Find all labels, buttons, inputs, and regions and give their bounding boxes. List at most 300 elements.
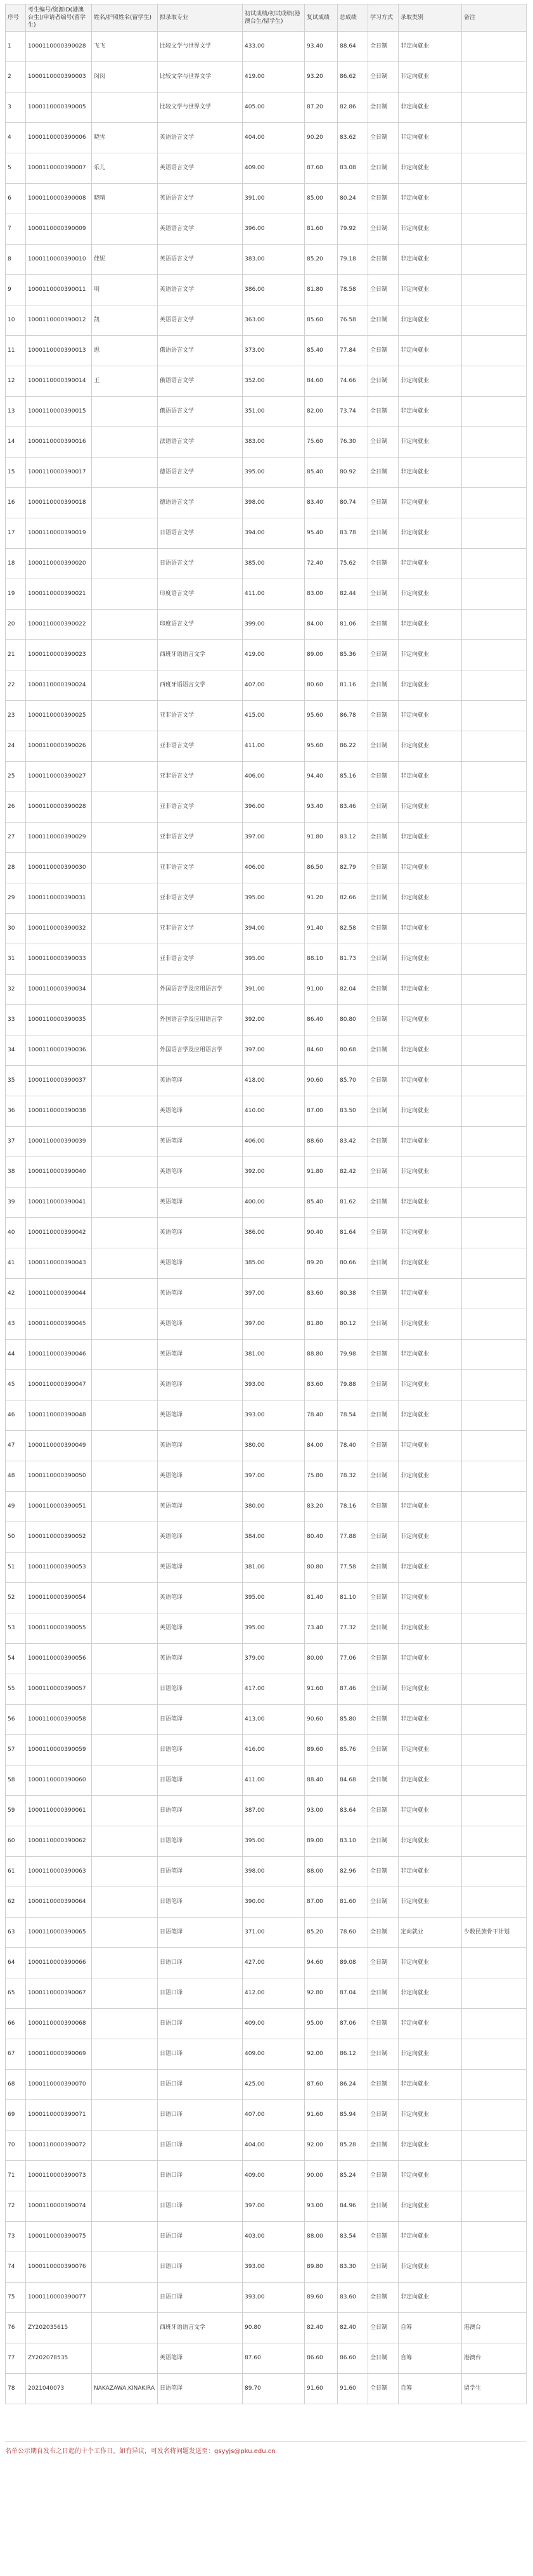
table-cell: 82.58 [338, 914, 368, 944]
table-cell: 93.40 [305, 792, 338, 823]
table-cell: 77 [6, 2343, 26, 2374]
table-cell: 83.10 [338, 1826, 368, 1857]
table-cell: 全日制 [368, 640, 399, 670]
table-cell [92, 1340, 158, 1370]
table-cell: 4 [6, 123, 26, 153]
table-cell: 83.00 [305, 579, 338, 610]
footer-note: 名单公示期自发布之日起的十个工作日。如有异议，可发名将问题发送至：gsyyjs@pku.edu.cn [5, 2441, 526, 2455]
table-body [6, 32, 527, 2404]
table-cell: 非定向就业 [399, 701, 462, 731]
table-cell: 80.40 [305, 1522, 338, 1553]
table-cell [462, 1461, 527, 1492]
table-row [6, 1644, 527, 1674]
table-cell: 399.00 [243, 610, 305, 640]
table-row [6, 153, 527, 184]
table-cell: 90.00 [305, 2161, 338, 2191]
table-cell: 91.20 [305, 883, 338, 914]
table-cell: 395.00 [243, 1826, 305, 1857]
table-cell: 1000110000390031 [26, 883, 92, 914]
table-cell: 392.00 [243, 1157, 305, 1188]
table-cell: 395.00 [243, 944, 305, 975]
table-cell: 英语语言文学 [158, 123, 243, 153]
table-row [6, 1400, 527, 1431]
table-cell: 俄语语言文学 [158, 397, 243, 427]
table-cell: 英语笔译 [158, 1248, 243, 1279]
table-cell: 1000110000390053 [26, 1553, 92, 1583]
table-cell [462, 1035, 527, 1066]
table-cell: 1000110000390057 [26, 1674, 92, 1705]
table-cell [92, 670, 158, 701]
table-cell [462, 1522, 527, 1553]
table-cell: 82.66 [338, 883, 368, 914]
table-cell: 419.00 [243, 640, 305, 670]
table-cell: 10 [6, 305, 26, 336]
table-cell: 英语笔译 [158, 1644, 243, 1674]
table-cell: 德语语言文学 [158, 458, 243, 488]
table-cell: 日语口译 [158, 2222, 243, 2252]
table-cell: 全日制 [368, 1583, 399, 1613]
table-cell: 373.00 [243, 336, 305, 366]
table-cell: 1000110000390019 [26, 518, 92, 549]
table-cell: 393.00 [243, 1370, 305, 1400]
table-cell [92, 2222, 158, 2252]
table-cell [462, 823, 527, 853]
table-cell: 91.80 [305, 823, 338, 853]
table-cell: 非定向就业 [399, 32, 462, 62]
table-cell: 54 [6, 1644, 26, 1674]
table-cell: 非定向就业 [399, 1948, 462, 1978]
table-cell: 82.44 [338, 579, 368, 610]
table-cell: 82.04 [338, 975, 368, 1005]
table-cell: 1000110000390076 [26, 2252, 92, 2283]
table-cell: 非定向就业 [399, 1461, 462, 1492]
table-cell [462, 2222, 527, 2252]
table-cell [462, 883, 527, 914]
table-cell: 84.68 [338, 1765, 368, 1796]
table-cell: 86.62 [338, 62, 368, 93]
table-cell: 390.00 [243, 1887, 305, 1918]
table-cell: 83.08 [338, 153, 368, 184]
table-cell [462, 762, 527, 792]
table-cell: 50 [6, 1522, 26, 1553]
table-cell [462, 1127, 527, 1157]
table-cell: 西班牙语语言文学 [158, 2313, 243, 2343]
table-cell: 85.40 [305, 1188, 338, 1218]
table-cell: 全日制 [368, 579, 399, 610]
table-cell [92, 1461, 158, 1492]
table-cell [462, 214, 527, 245]
table-cell [462, 2009, 527, 2039]
table-cell: 405.00 [243, 93, 305, 123]
table-cell: 418.00 [243, 1066, 305, 1096]
table-cell: 83.42 [338, 1127, 368, 1157]
table-row [6, 1553, 527, 1583]
table-cell: NAKAZAWA,KINAKIRA [92, 2374, 158, 2404]
table-cell [92, 1583, 158, 1613]
table-cell: 92.80 [305, 1978, 338, 2009]
table-cell: 80.24 [338, 184, 368, 214]
table-cell [462, 1735, 527, 1765]
table-cell: 1000110000390072 [26, 2131, 92, 2161]
table-cell: 全日制 [368, 1066, 399, 1096]
table-cell: 自筹 [399, 2343, 462, 2374]
table-cell [462, 975, 527, 1005]
table-cell: 德语语言文学 [158, 488, 243, 518]
table-cell [462, 549, 527, 579]
table-cell: 395.00 [243, 458, 305, 488]
table-row [6, 2313, 527, 2343]
table-cell [462, 1613, 527, 1644]
table-cell: 1000110000390051 [26, 1492, 92, 1522]
table-cell: 非定向就业 [399, 123, 462, 153]
table-cell: 92.00 [305, 2131, 338, 2161]
table-cell: 王 [92, 366, 158, 397]
table-cell: 87.60 [305, 2070, 338, 2100]
table-cell: 85.60 [305, 305, 338, 336]
table-cell: 6 [6, 184, 26, 214]
table-cell: 非定向就业 [399, 549, 462, 579]
table-cell: 非定向就业 [399, 62, 462, 93]
table-cell [92, 1492, 158, 1522]
table-cell: 1000110000390045 [26, 1309, 92, 1340]
table-cell: 全日制 [368, 214, 399, 245]
table-cell: 400.00 [243, 1188, 305, 1218]
table-cell: 全日制 [368, 1461, 399, 1492]
table-cell: 1000110000390046 [26, 1340, 92, 1370]
table-cell: 80.74 [338, 488, 368, 518]
table-cell: 非定向就业 [399, 1340, 462, 1370]
table-cell [462, 1309, 527, 1340]
table-cell [92, 2009, 158, 2039]
table-cell: 非定向就业 [399, 1857, 462, 1887]
table-cell: 78.58 [338, 275, 368, 305]
table-row [6, 701, 527, 731]
table-cell: 英语笔译 [158, 1553, 243, 1583]
table-cell: 381.00 [243, 1553, 305, 1583]
table-row [6, 792, 527, 823]
table-cell: 80.80 [305, 1553, 338, 1583]
table-cell: 427.00 [243, 1948, 305, 1978]
table-row [6, 305, 527, 336]
table-cell: 日语笔译 [158, 1796, 243, 1826]
table-cell [92, 1826, 158, 1857]
table-cell: 日语笔译 [158, 1674, 243, 1705]
table-cell: 非定向就业 [399, 153, 462, 184]
table-cell: 1000110000390039 [26, 1127, 92, 1157]
table-cell: 77.88 [338, 1522, 368, 1553]
table-row [6, 245, 527, 275]
table-cell [462, 427, 527, 458]
table-cell: 93.00 [305, 1796, 338, 1826]
table-cell: 非定向就业 [399, 1157, 462, 1188]
table-cell: 全日制 [368, 32, 399, 62]
table-cell: 1000110000390034 [26, 975, 92, 1005]
table-cell: 391.00 [243, 975, 305, 1005]
table-row [6, 2039, 527, 2070]
table-cell: 90.60 [305, 1705, 338, 1735]
table-cell: 80.12 [338, 1309, 368, 1340]
table-cell: 8 [6, 245, 26, 275]
table-cell: 日语笔译 [158, 1887, 243, 1918]
table-cell: 58 [6, 1765, 26, 1796]
table-cell: 41 [6, 1248, 26, 1279]
table-cell: 晓雪 [92, 123, 158, 153]
table-cell: 78.16 [338, 1492, 368, 1522]
table-cell: 73.40 [305, 1613, 338, 1644]
table-row [6, 944, 527, 975]
table-cell: 全日制 [368, 336, 399, 366]
table-cell: 西班牙语语言文学 [158, 640, 243, 670]
table-cell: 78.60 [338, 1918, 368, 1948]
table-cell: 全日制 [368, 1188, 399, 1218]
table-cell [462, 1948, 527, 1978]
table-cell [462, 1431, 527, 1461]
table-cell: 80.92 [338, 458, 368, 488]
table-cell: 亚非语言文学 [158, 792, 243, 823]
table-cell: 398.00 [243, 1857, 305, 1887]
table-cell: 英语笔译 [158, 1127, 243, 1157]
table-cell: 51 [6, 1553, 26, 1583]
table-cell [92, 1705, 158, 1735]
table-cell: 88.00 [305, 1857, 338, 1887]
table-cell: 全日制 [368, 731, 399, 762]
table-cell [92, 701, 158, 731]
table-cell: 29 [6, 883, 26, 914]
table-cell: 21 [6, 640, 26, 670]
table-cell: 381.00 [243, 1340, 305, 1370]
table-cell: 83.30 [338, 2252, 368, 2283]
table-cell: 26 [6, 792, 26, 823]
table-cell: 395.00 [243, 1583, 305, 1613]
table-cell: 全日制 [368, 1857, 399, 1887]
table-row [6, 762, 527, 792]
table-cell: 英语语言文学 [158, 305, 243, 336]
table-cell: 43 [6, 1309, 26, 1340]
table-cell: 全日制 [368, 1765, 399, 1796]
table-cell: 英语语言文学 [158, 153, 243, 184]
table-row [6, 1583, 527, 1613]
table-row [6, 1340, 527, 1370]
table-cell: 1000110000390058 [26, 1705, 92, 1735]
table-header [6, 4, 527, 32]
table-cell: 2 [6, 62, 26, 93]
table-cell [462, 1218, 527, 1248]
table-cell: 1000110000390041 [26, 1188, 92, 1218]
table-cell: 71 [6, 2161, 26, 2191]
table-cell [92, 823, 158, 853]
table-cell: 1000110000390035 [26, 1005, 92, 1035]
table-cell: 英语笔译 [158, 1461, 243, 1492]
table-cell: 港澳台 [462, 2313, 527, 2343]
table-cell [462, 1674, 527, 1705]
table-cell: 409.00 [243, 153, 305, 184]
table-cell: 363.00 [243, 305, 305, 336]
table-cell [462, 1857, 527, 1887]
table-cell: 非定向就业 [399, 975, 462, 1005]
table-cell: 397.00 [243, 1035, 305, 1066]
table-cell: 非定向就业 [399, 1613, 462, 1644]
table-cell: 非定向就业 [399, 2039, 462, 2070]
table-cell: 387.00 [243, 1796, 305, 1826]
table-cell: 397.00 [243, 1279, 305, 1309]
table-cell: 印度语言文学 [158, 610, 243, 640]
table-cell: 1000110000390036 [26, 1035, 92, 1066]
table-cell: 91.80 [305, 1157, 338, 1188]
table-cell: 全日制 [368, 1370, 399, 1400]
table-row [6, 731, 527, 762]
table-cell: 85.36 [338, 640, 368, 670]
table-cell: 英语笔译 [158, 1431, 243, 1461]
table-row [6, 823, 527, 853]
table-row [6, 2222, 527, 2252]
table-cell [462, 1887, 527, 1918]
table-cell: 1000110000390037 [26, 1066, 92, 1096]
table-cell: 34 [6, 1035, 26, 1066]
table-cell: 英语语言文学 [158, 275, 243, 305]
table-cell: 1000110000390070 [26, 2070, 92, 2100]
table-cell [462, 1553, 527, 1583]
table-cell [462, 336, 527, 366]
table-cell: 非定向就业 [399, 214, 462, 245]
table-cell: 87.06 [338, 2009, 368, 2039]
table-cell: 日语口译 [158, 2283, 243, 2313]
table-cell [92, 1279, 158, 1309]
table-cell: 74 [6, 2252, 26, 2283]
table-cell: 思 [92, 336, 158, 366]
table-row [6, 93, 527, 123]
table-cell [92, 2161, 158, 2191]
table-cell: 49 [6, 1492, 26, 1522]
table-cell: 全日制 [368, 1826, 399, 1857]
table-cell: 少数民族骨干计划 [462, 1918, 527, 1948]
table-cell [92, 458, 158, 488]
table-cell: 1000110000390074 [26, 2191, 92, 2222]
table-cell: 409.00 [243, 2039, 305, 2070]
table-cell: 37 [6, 1127, 26, 1157]
table-cell: 全日制 [368, 245, 399, 275]
table-cell: 亚非语言文学 [158, 823, 243, 853]
table-row [6, 1705, 527, 1735]
table-cell [92, 549, 158, 579]
table-cell: 英语笔译 [158, 1309, 243, 1340]
table-cell: 70 [6, 2131, 26, 2161]
table-cell: 404.00 [243, 2131, 305, 2161]
table-cell: 89.70 [243, 2374, 305, 2404]
table-cell: 91.60 [305, 1674, 338, 1705]
table-cell [462, 701, 527, 731]
table-cell: 1000110000390027 [26, 762, 92, 792]
table-cell: 1 [6, 32, 26, 62]
table-cell: 81.10 [338, 1583, 368, 1613]
table-cell [92, 1370, 158, 1400]
table-cell: 81.16 [338, 670, 368, 701]
table-cell: 全日制 [368, 1674, 399, 1705]
table-cell: 1000110000390056 [26, 1644, 92, 1674]
table-cell: 398.00 [243, 488, 305, 518]
table-cell: 1000110000390011 [26, 275, 92, 305]
table-cell: 66 [6, 2009, 26, 2039]
table-cell: 91.60 [305, 2100, 338, 2131]
table-cell: 28 [6, 853, 26, 883]
table-cell: 79.98 [338, 1340, 368, 1370]
table-cell [92, 1553, 158, 1583]
table-row [6, 1826, 527, 1857]
table-cell: 75.62 [338, 549, 368, 579]
admission-table [5, 4, 527, 2404]
table-cell: 57 [6, 1735, 26, 1765]
table-cell: 全日制 [368, 488, 399, 518]
table-cell [462, 518, 527, 549]
table-cell: 417.00 [243, 1674, 305, 1705]
table-cell: 93.00 [305, 2191, 338, 2222]
table-cell: 87.60 [243, 2343, 305, 2374]
table-cell: 英语笔译 [158, 2343, 243, 2374]
table-cell [462, 1370, 527, 1400]
table-cell: 87.00 [305, 1096, 338, 1127]
table-cell: 全日制 [368, 1431, 399, 1461]
table-cell [462, 640, 527, 670]
table-cell: 81.40 [305, 1583, 338, 1613]
table-cell [92, 1005, 158, 1035]
table-cell: 91.60 [305, 2374, 338, 2404]
table-cell: 32 [6, 975, 26, 1005]
table-cell: 80.80 [338, 1005, 368, 1035]
table-cell: 非定向就业 [399, 2161, 462, 2191]
table-cell: 非定向就业 [399, 2070, 462, 2100]
table-cell [462, 153, 527, 184]
table-cell: 非定向就业 [399, 184, 462, 214]
table-cell [462, 2070, 527, 2100]
table-cell: 416.00 [243, 1735, 305, 1765]
table-cell: 64 [6, 1948, 26, 1978]
table-cell [462, 32, 527, 62]
table-cell [462, 488, 527, 518]
table-cell: 日语笔译 [158, 1826, 243, 1857]
table-cell: 1000110000390050 [26, 1461, 92, 1492]
table-cell: 全日制 [368, 2191, 399, 2222]
table-cell: 1000110000390032 [26, 914, 92, 944]
table-row [6, 123, 527, 153]
table-cell: 亚非语言文学 [158, 731, 243, 762]
table-cell: 84.60 [305, 366, 338, 397]
table-cell: 47 [6, 1431, 26, 1461]
table-cell: 87.04 [338, 1978, 368, 2009]
table-cell: 1000110000390008 [26, 184, 92, 214]
table-cell: 81.60 [305, 214, 338, 245]
table-cell: 非定向就业 [399, 823, 462, 853]
table-cell: 63 [6, 1918, 26, 1948]
table-cell: 1000110000390054 [26, 1583, 92, 1613]
table-cell [462, 305, 527, 336]
table-cell: 95.60 [305, 731, 338, 762]
table-cell: 1000110000390028 [26, 792, 92, 823]
table-cell [92, 427, 158, 458]
table-cell: 非定向就业 [399, 2131, 462, 2161]
table-row [6, 549, 527, 579]
table-cell [92, 1431, 158, 1461]
table-cell: 全日制 [368, 1127, 399, 1157]
table-cell: 飞飞 [92, 32, 158, 62]
table-cell: 84.00 [305, 610, 338, 640]
table-cell: 394.00 [243, 518, 305, 549]
table-cell: 81.73 [338, 944, 368, 975]
table-row [6, 1978, 527, 2009]
table-cell: 22 [6, 670, 26, 701]
table-cell: 全日制 [368, 975, 399, 1005]
table-cell: 89.00 [305, 1826, 338, 1857]
table-cell [462, 1066, 527, 1096]
table-cell: 403.00 [243, 2222, 305, 2252]
